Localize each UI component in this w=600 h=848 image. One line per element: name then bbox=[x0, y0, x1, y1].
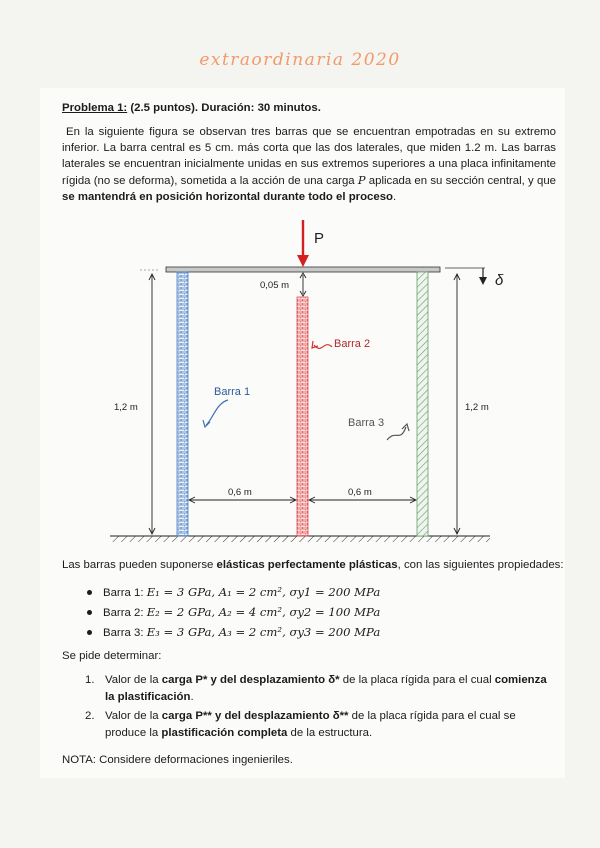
bullet-icon bbox=[87, 630, 92, 635]
properties-intro-bold: elásticas perfectamente plásticas bbox=[216, 559, 398, 571]
q1-part-a: Valor de la bbox=[105, 674, 162, 686]
bar1-leader bbox=[206, 400, 228, 425]
q1-part-c: de la placa rígida para el cual bbox=[339, 674, 495, 686]
bar-prefix: Barra 2: bbox=[103, 607, 147, 619]
q2-part-c: de la placa rígida para el cual se produce la bbox=[105, 710, 516, 739]
bar-2 bbox=[297, 297, 308, 536]
bar-3 bbox=[417, 272, 428, 536]
q1-part-e: . bbox=[190, 691, 194, 703]
bar-formula: E₃ = 3 GPa, A₃ = 2 cm², σy3 = 200 MPa bbox=[146, 625, 381, 639]
delta-label: δ bbox=[495, 272, 504, 289]
height-left-label: 1,2 m bbox=[114, 402, 138, 413]
gap-label: 0,05 m bbox=[260, 280, 290, 291]
note: NOTA: Considere deformaciones ingenieriles. bbox=[62, 754, 293, 766]
q2-part-b: carga P** y del desplazamiento δ** bbox=[161, 710, 349, 722]
item-number: 1. bbox=[85, 674, 95, 686]
list-item bbox=[85, 672, 555, 706]
problem-title bbox=[62, 100, 321, 116]
q2-part-a: Valor de la bbox=[105, 710, 162, 722]
statement-var-p: P bbox=[357, 173, 366, 187]
statement-part-1: En la siguiente figura se observan tres barras que se encuentran empotradas en su extremo inferior. La barra central es 5 cm. más corta que las dos laterales, que miden 1.2 m. Las barras laterales se encuentran inicialmente unidas en sus extremos superiores a una placa infinitamente rígida (no se deforma), sometida a la acción de una carga bbox=[62, 126, 556, 187]
q2-part-e: de la estructura. bbox=[287, 727, 373, 739]
bar3-label: Barra 3 bbox=[348, 417, 385, 429]
list-item bbox=[85, 602, 380, 622]
bar-1 bbox=[177, 272, 188, 536]
handwritten-header: extraordinaria 2020 bbox=[199, 50, 401, 70]
properties-intro-end: , con las siguientes propiedades: bbox=[397, 559, 564, 571]
bar-formula: E₂ = 2 GPa, A₂ = 4 cm², σy2 = 100 MPa bbox=[146, 605, 381, 619]
load-label: P bbox=[314, 230, 325, 247]
problem-label: Problema 1: bbox=[62, 102, 128, 114]
statement-bold: se mantendrá en posición horizontal durante todo el proceso bbox=[62, 191, 394, 203]
bar-prefix: Barra 3: bbox=[103, 627, 147, 639]
problem-meta: (2.5 puntos). Duración: 30 minutos. bbox=[127, 102, 321, 114]
delta-arrow-head bbox=[479, 277, 487, 285]
q2-part-d: plastificación completa bbox=[161, 727, 288, 739]
height-right-label: 1,2 m bbox=[465, 402, 489, 413]
span-left-label: 0,6 m bbox=[228, 487, 252, 498]
bar-prefix: Barra 1: bbox=[103, 587, 147, 599]
questions-list bbox=[85, 672, 555, 742]
properties-intro bbox=[62, 557, 564, 573]
list-item bbox=[85, 622, 380, 642]
bar2-leader-head bbox=[312, 341, 318, 348]
questions-intro: Se pide determinar: bbox=[62, 650, 162, 662]
bar2-label: Barra 2 bbox=[334, 338, 371, 350]
bar1-label: Barra 1 bbox=[214, 386, 251, 398]
bullet-icon bbox=[87, 610, 92, 615]
q1-part-d: comienza la plastificación bbox=[105, 674, 547, 703]
properties-list bbox=[85, 582, 380, 642]
item-number: 2. bbox=[85, 710, 95, 722]
list-item bbox=[85, 582, 380, 602]
q1-part-b: carga P* y del desplazamiento δ* bbox=[161, 674, 340, 686]
properties-intro-plain: Las barras pueden suponerse bbox=[62, 559, 217, 571]
bar-formula: E₁ = 3 GPa, A₁ = 2 cm², σy1 = 200 MPa bbox=[146, 585, 381, 599]
load-arrow-head bbox=[297, 255, 309, 267]
span-right-label: 0,6 m bbox=[348, 487, 372, 498]
bar3-leader bbox=[387, 427, 406, 440]
problem-statement bbox=[62, 124, 556, 205]
statement-end: . bbox=[393, 191, 397, 203]
rigid-plate bbox=[166, 267, 440, 272]
structure-diagram bbox=[100, 215, 540, 545]
ground-hatching bbox=[110, 536, 490, 542]
bullet-icon bbox=[87, 590, 92, 595]
statement-part-2: aplicada en su sección central, y que bbox=[365, 175, 556, 187]
list-item bbox=[85, 708, 555, 742]
